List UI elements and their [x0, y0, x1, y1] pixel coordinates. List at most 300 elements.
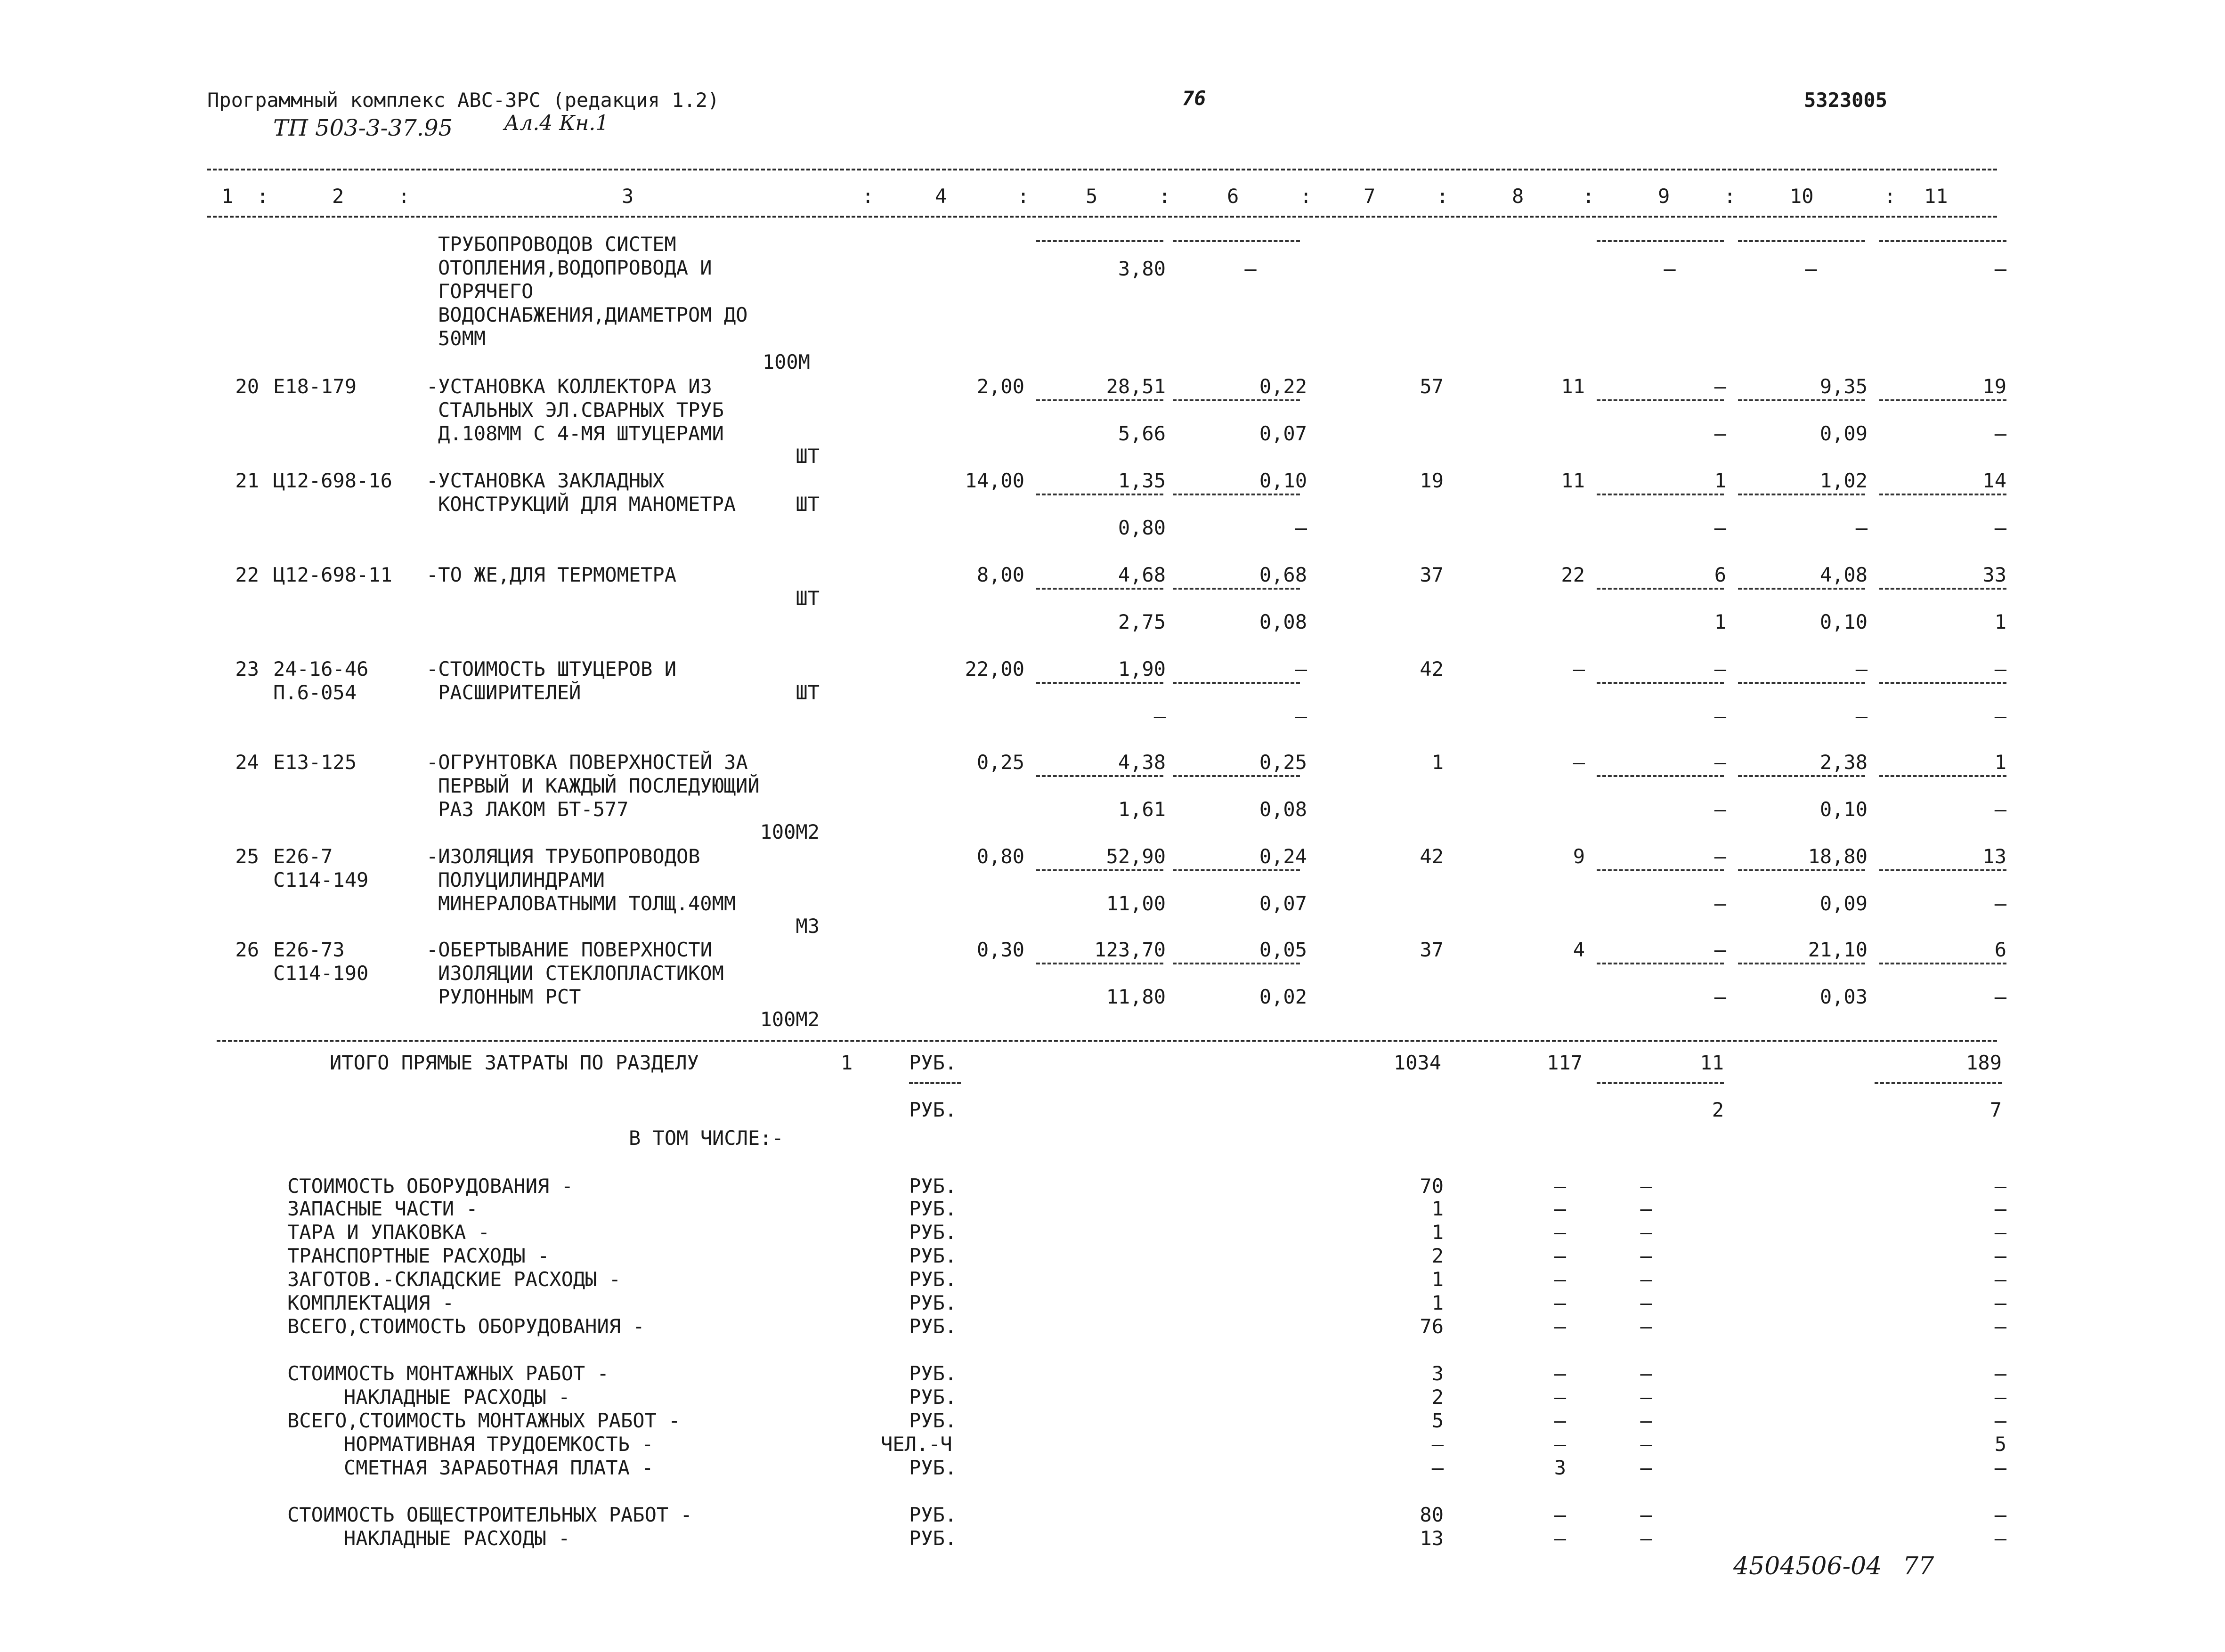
row-c11-secondary: – — [1994, 422, 2006, 445]
breakdown-col7: 13 — [1420, 1527, 1444, 1550]
breakdown-col11: – — [1994, 1503, 2006, 1526]
header-rule-top — [207, 169, 1997, 170]
row-col9-rule — [1597, 775, 1724, 777]
row-c5-value: 1,35 — [1118, 469, 1166, 492]
totals-unit-second: РУБ. — [909, 1098, 957, 1121]
breakdown-label: ТРАНСПОРТНЫЕ РАСХОДЫ - — [287, 1244, 550, 1267]
row-c6-value: – — [1295, 657, 1307, 680]
column-header-sep: : — [398, 185, 410, 208]
column-header-7: 7 — [1364, 185, 1376, 208]
breakdown-col7: – — [1431, 1456, 1444, 1479]
row-c5-secondary: 1,61 — [1118, 798, 1166, 821]
row-c10-secondary: 0,10 — [1819, 610, 1868, 633]
breakdown-col7: 1 — [1431, 1221, 1444, 1244]
row-col6-rule — [1173, 775, 1300, 777]
totals-unit-rule — [909, 1082, 961, 1084]
row-description-line: СТАЛЬНЫХ ЭЛ.СВАРНЫХ ТРУБ — [438, 398, 724, 421]
row-code: Е26-73 — [273, 938, 345, 961]
row-description-line: ПЕРВЫЙ И КАЖДЫЙ ПОСЛЕДУЮЩИЙ — [438, 774, 760, 797]
row-c5-secondary: 0,80 — [1118, 516, 1166, 539]
row-c9-secondary: – — [1714, 422, 1726, 445]
column-header-10: 10 — [1790, 185, 1814, 208]
breakdown-unit: РУБ. — [909, 1221, 957, 1244]
totals-col11-second: 7 — [1990, 1098, 2002, 1121]
column-header-11: 11 — [1924, 185, 1948, 208]
row-c11-value: 14 — [1982, 469, 2006, 492]
row-col10-rule — [1738, 682, 1865, 684]
row-c6-secondary: 0,08 — [1259, 798, 1307, 821]
row-c7-value: 42 — [1420, 845, 1444, 868]
row-col9-rule — [1597, 494, 1724, 495]
including-label: В ТОМ ЧИСЛЕ:- — [629, 1126, 784, 1150]
breakdown-unit: РУБ. — [909, 1315, 957, 1338]
breakdown-col7: 2 — [1431, 1385, 1444, 1409]
row-c7-value: 19 — [1420, 469, 1444, 492]
row-col10-rule — [1738, 399, 1865, 401]
row-c6-value: 0,22 — [1259, 375, 1307, 398]
row-unit: М3 — [796, 915, 820, 938]
row-c5-value: 1,90 — [1118, 657, 1166, 680]
breakdown-col7: – — [1431, 1433, 1444, 1456]
breakdown-col9: – — [1640, 1527, 1652, 1550]
row-c9-value: 6 — [1714, 563, 1726, 586]
row-col6-rule — [1173, 869, 1300, 871]
continuation-c10: – — [1805, 257, 1817, 280]
row-col10-rule — [1738, 494, 1865, 495]
row-col5-rule — [1036, 869, 1163, 871]
row-c10-secondary: – — [1855, 516, 1868, 539]
row-code: Ц12-698-16 — [273, 469, 392, 492]
breakdown-col8: – — [1554, 1433, 1566, 1456]
breakdown-col9: – — [1640, 1362, 1652, 1385]
row-c6-value: 0,25 — [1259, 751, 1307, 774]
row-c8-value: 4 — [1573, 938, 1585, 961]
row-col10-rule — [1738, 588, 1865, 590]
row-c6-secondary: 0,02 — [1259, 985, 1307, 1008]
row-col9-rule — [1597, 682, 1724, 684]
breakdown-col7: 5 — [1431, 1409, 1444, 1432]
row-description-line: МИНЕРАЛОВАТНЫМИ ТОЛЩ.40ММ — [438, 892, 736, 915]
breakdown-col11: – — [1994, 1291, 2006, 1314]
row-col11-rule — [1879, 682, 2006, 684]
totals-unit: РУБ. — [909, 1051, 957, 1074]
handwritten-album-ref: Ал.4 Кн.1 — [504, 111, 609, 135]
row-number: 21 — [235, 469, 259, 492]
breakdown-col11: – — [1994, 1268, 2006, 1291]
row-col11-rule — [1879, 963, 2006, 964]
row-col6-rule — [1173, 399, 1300, 401]
row-c7-value: 42 — [1420, 657, 1444, 680]
breakdown-col11: – — [1994, 1362, 2006, 1385]
row-c9-secondary: – — [1714, 798, 1726, 821]
breakdown-col7: 3 — [1431, 1362, 1444, 1385]
breakdown-col9: – — [1640, 1221, 1652, 1244]
breakdown-col9: – — [1640, 1291, 1652, 1314]
continuation-line: ГОРЯЧЕГО — [438, 280, 534, 303]
row-c10-value: 18,80 — [1808, 845, 1868, 868]
breakdown-label: СТОИМОСТЬ ОБОРУДОВАНИЯ - — [287, 1174, 573, 1198]
breakdown-col8: – — [1554, 1527, 1566, 1550]
row-unit: ШТ — [796, 493, 820, 516]
row-description-line: ПОЛУЦИЛИНДРАМИ — [438, 868, 605, 891]
row-c9-value: – — [1714, 938, 1726, 961]
row-col11-rule — [1879, 494, 2006, 495]
breakdown-col9: – — [1640, 1197, 1652, 1220]
totals-col11: 189 — [1966, 1051, 2002, 1074]
breakdown-col8: 3 — [1554, 1456, 1566, 1479]
row-c11-secondary: – — [1994, 798, 2006, 821]
breakdown-col8: – — [1554, 1409, 1566, 1432]
breakdown-col11: – — [1994, 1385, 2006, 1409]
totals-section-number: 1 — [841, 1051, 853, 1074]
continuation-col10-rule — [1738, 240, 1865, 242]
breakdown-unit: РУБ. — [909, 1503, 957, 1526]
row-number: 20 — [235, 375, 259, 398]
row-c11-value: 13 — [1982, 845, 2006, 868]
breakdown-col9: – — [1640, 1456, 1652, 1479]
row-c9-secondary: – — [1714, 892, 1726, 915]
row-code: Е26-7 — [273, 845, 333, 868]
breakdown-unit: РУБ. — [909, 1268, 957, 1291]
row-col5-rule — [1036, 399, 1163, 401]
breakdown-unit: РУБ. — [909, 1456, 957, 1479]
row-c10-value: 2,38 — [1819, 751, 1868, 774]
row-c5-secondary: – — [1153, 705, 1166, 728]
row-c10-secondary: 0,03 — [1819, 985, 1868, 1008]
row-c5-secondary: 2,75 — [1118, 610, 1166, 633]
continuation-c5: 3,80 — [1118, 257, 1166, 280]
row-code: 24-16-46 — [273, 657, 369, 680]
continuation-line: ТРУБОПРОВОДОВ СИСТЕМ — [438, 233, 676, 256]
column-header-sep: : — [1724, 185, 1736, 208]
breakdown-unit: РУБ. — [909, 1174, 957, 1198]
row-code: Е18-179 — [273, 375, 357, 398]
breakdown-col9: – — [1640, 1433, 1652, 1456]
row-c9-secondary: – — [1714, 516, 1726, 539]
continuation-col11-rule — [1879, 240, 2006, 242]
row-c5-value: 28,51 — [1106, 375, 1166, 398]
row-c8-value: 9 — [1573, 845, 1585, 868]
row-unit: ШТ — [796, 587, 820, 610]
breakdown-col9: – — [1640, 1268, 1652, 1291]
breakdown-col9: – — [1640, 1315, 1652, 1338]
breakdown-col9: – — [1640, 1385, 1652, 1409]
breakdown-col8: – — [1554, 1221, 1566, 1244]
row-quantity: 14,00 — [965, 469, 1024, 492]
breakdown-col8: – — [1554, 1197, 1566, 1220]
row-col11-rule — [1879, 869, 2006, 871]
totals-rule — [217, 1040, 1997, 1042]
row-c10-secondary: 0,10 — [1819, 798, 1868, 821]
totals-col7: 1034 — [1393, 1051, 1441, 1074]
row-c9-secondary: 1 — [1714, 610, 1726, 633]
breakdown-col9: – — [1640, 1503, 1652, 1526]
column-header-6: 6 — [1227, 185, 1239, 208]
breakdown-col9: – — [1640, 1244, 1652, 1267]
breakdown-label: КОМПЛЕКТАЦИЯ - — [287, 1291, 455, 1314]
continuation-col9-rule — [1597, 240, 1724, 242]
row-description-line: РАЗ ЛАКОМ БТ-577 — [438, 798, 629, 821]
row-col6-rule — [1173, 963, 1300, 964]
row-c7-value: 37 — [1420, 938, 1444, 961]
row-col9-rule — [1597, 869, 1724, 871]
continuation-unit: 100М — [762, 350, 810, 373]
row-code: Ц12-698-11 — [273, 563, 392, 586]
breakdown-col8: – — [1554, 1174, 1566, 1198]
row-unit: ШТ — [796, 681, 820, 704]
row-quantity: 0,30 — [976, 938, 1024, 961]
row-col9-rule — [1597, 399, 1724, 401]
row-col10-rule — [1738, 775, 1865, 777]
row-c8-value: – — [1573, 751, 1585, 774]
row-quantity: 0,80 — [976, 845, 1024, 868]
row-col9-rule — [1597, 963, 1724, 964]
row-c5-value: 4,38 — [1118, 751, 1166, 774]
row-code-secondary: С114-149 — [273, 868, 369, 891]
row-c6-value: 0,24 — [1259, 845, 1307, 868]
handwritten-footer-code: 4504506-04 — [1733, 1552, 1882, 1580]
column-header-3: 3 — [622, 185, 634, 208]
continuation-c9: – — [1664, 257, 1676, 280]
row-description-line: РУЛОННЫМ РСТ — [438, 985, 581, 1008]
row-code-secondary: С114-190 — [273, 962, 369, 985]
breakdown-col8: – — [1554, 1244, 1566, 1267]
row-code: Е13-125 — [273, 751, 357, 774]
row-col11-rule — [1879, 775, 2006, 777]
totals-col8: 117 — [1547, 1051, 1583, 1074]
row-c8-value: 11 — [1561, 469, 1585, 492]
row-description-line: КОНСТРУКЦИЙ ДЛЯ МАНОМЕТРА — [438, 493, 736, 516]
column-header-sep: : — [1300, 185, 1312, 208]
row-c10-value: 21,10 — [1808, 938, 1868, 961]
row-c9-secondary: – — [1714, 705, 1726, 728]
handwritten-footer-page: 77 — [1903, 1552, 1934, 1580]
breakdown-label: ЗАГОТОВ.-СКЛАДСКИЕ РАСХОДЫ - — [287, 1268, 621, 1291]
row-number: 25 — [235, 845, 259, 868]
continuation-c6: – — [1244, 257, 1257, 280]
breakdown-unit: РУБ. — [909, 1291, 957, 1314]
breakdown-col11: 5 — [1994, 1433, 2006, 1456]
breakdown-col8: – — [1554, 1268, 1566, 1291]
column-header-sep: : — [1017, 185, 1030, 208]
row-quantity: 0,25 — [976, 751, 1024, 774]
row-c10-secondary: – — [1855, 705, 1868, 728]
row-c11-value: 33 — [1982, 563, 2006, 586]
breakdown-col11: – — [1994, 1221, 2006, 1244]
row-c9-value: 1 — [1714, 469, 1726, 492]
handwritten-project-ref: ТП 503-3-37.95 — [273, 115, 453, 141]
breakdown-col7: 70 — [1420, 1174, 1444, 1198]
row-c5-secondary: 5,66 — [1118, 422, 1166, 445]
totals-label: ИТОГО ПРЯМЫЕ ЗАТРАТЫ ПО РАЗДЕЛУ — [330, 1051, 699, 1074]
row-c6-secondary: 0,07 — [1259, 422, 1307, 445]
breakdown-col7: 2 — [1431, 1244, 1444, 1267]
row-c11-value: 19 — [1982, 375, 2006, 398]
row-description-line: -УСТАНОВКА ЗАКЛАДНЫХ — [426, 469, 665, 492]
row-description-line: -ОБЕРТЫВАНИЕ ПОВЕРХНОСТИ — [426, 938, 712, 961]
column-header-8: 8 — [1512, 185, 1524, 208]
row-unit: 100М2 — [760, 820, 820, 843]
row-c5-secondary: 11,80 — [1106, 985, 1166, 1008]
column-header-4: 4 — [935, 185, 947, 208]
row-c6-value: 0,05 — [1259, 938, 1307, 961]
column-header-sep: : — [1884, 185, 1896, 208]
breakdown-col8: – — [1554, 1315, 1566, 1338]
row-c11-secondary: – — [1994, 985, 2006, 1008]
row-c8-value: 11 — [1561, 375, 1585, 398]
breakdown-col11: – — [1994, 1315, 2006, 1338]
continuation-col6-rule — [1173, 240, 1300, 242]
row-description-line: -ОГРУНТОВКА ПОВЕРХНОСТЕЙ ЗА — [426, 751, 748, 774]
row-number: 24 — [235, 751, 259, 774]
row-c6-value: 0,68 — [1259, 563, 1307, 586]
breakdown-label: НАКЛАДНЫЕ РАСХОДЫ - — [344, 1527, 570, 1550]
breakdown-unit: РУБ. — [909, 1385, 957, 1409]
row-number: 26 — [235, 938, 259, 961]
breakdown-col9: – — [1640, 1174, 1652, 1198]
row-col5-rule — [1036, 682, 1163, 684]
breakdown-unit: РУБ. — [909, 1409, 957, 1432]
row-code-secondary: П.6-054 — [273, 681, 357, 704]
breakdown-label: СТОИМОСТЬ МОНТАЖНЫХ РАБОТ - — [287, 1362, 609, 1385]
continuation-line: 50ММ — [438, 327, 486, 350]
row-c7-value: 57 — [1420, 375, 1444, 398]
row-c7-value: 37 — [1420, 563, 1444, 586]
row-c8-value: 22 — [1561, 563, 1585, 586]
document-code: 5323005 — [1804, 89, 1888, 112]
row-c9-value: – — [1714, 845, 1726, 868]
row-c9-value: – — [1714, 751, 1726, 774]
breakdown-col7: 76 — [1420, 1315, 1444, 1338]
program-title: Программный комплекс АВС-ЗРС (редакция 1.2) — [207, 89, 720, 112]
breakdown-unit: РУБ. — [909, 1362, 957, 1385]
breakdown-label: СМЕТНАЯ ЗАРАБОТНАЯ ПЛАТА - — [344, 1456, 654, 1479]
breakdown-col11: – — [1994, 1409, 2006, 1432]
breakdown-label: НОРМАТИВНАЯ ТРУДОЕМКОСТЬ - — [344, 1433, 654, 1456]
header-rule-bottom — [207, 216, 1997, 218]
column-header-sep: : — [862, 185, 874, 208]
row-c10-value: 1,02 — [1819, 469, 1868, 492]
row-c9-value: – — [1714, 657, 1726, 680]
row-c10-value: – — [1855, 657, 1868, 680]
breakdown-col11: – — [1994, 1456, 2006, 1479]
column-header-sep: : — [1159, 185, 1171, 208]
row-col5-rule — [1036, 963, 1163, 964]
breakdown-col11: – — [1994, 1197, 2006, 1220]
continuation-c11: – — [1994, 257, 2006, 280]
row-quantity: 8,00 — [976, 563, 1024, 586]
breakdown-col9: – — [1640, 1409, 1652, 1432]
breakdown-unit: РУБ. — [909, 1244, 957, 1267]
row-col5-rule — [1036, 588, 1163, 590]
page-number: 76 — [1182, 87, 1206, 110]
row-col11-rule — [1879, 588, 2006, 590]
column-header-2: 2 — [332, 185, 344, 208]
row-col6-rule — [1173, 494, 1300, 495]
row-c10-secondary: 0,09 — [1819, 422, 1868, 445]
row-col9-rule — [1597, 588, 1724, 590]
row-c6-secondary: – — [1295, 516, 1307, 539]
breakdown-label: ВСЕГО,СТОИМОСТЬ ОБОРУДОВАНИЯ - — [287, 1315, 645, 1338]
breakdown-label: ВСЕГО,СТОИМОСТЬ МОНТАЖНЫХ РАБОТ - — [287, 1409, 681, 1432]
row-quantity: 22,00 — [965, 657, 1024, 680]
continuation-line: ВОДОСНАБЖЕНИЯ,ДИАМЕТРОМ ДО — [438, 303, 748, 326]
column-header-5: 5 — [1086, 185, 1098, 208]
column-header-sep: : — [1437, 185, 1449, 208]
breakdown-unit: ЧЕЛ.-Ч — [881, 1433, 952, 1456]
totals-col9-rule — [1597, 1082, 1724, 1084]
breakdown-unit: РУБ. — [909, 1527, 957, 1550]
breakdown-label: ТАРА И УПАКОВКА - — [287, 1221, 490, 1244]
breakdown-label: НАКЛАДНЫЕ РАСХОДЫ - — [344, 1385, 570, 1409]
row-description-line: -ИЗОЛЯЦИЯ ТРУБОПРОВОДОВ — [426, 845, 700, 868]
row-description-line: ИЗОЛЯЦИИ СТЕКЛОПЛАСТИКОМ — [438, 962, 724, 985]
breakdown-col11: – — [1994, 1527, 2006, 1550]
row-c6-secondary: 0,07 — [1259, 892, 1307, 915]
breakdown-col8: – — [1554, 1362, 1566, 1385]
row-col10-rule — [1738, 869, 1865, 871]
breakdown-col7: 1 — [1431, 1197, 1444, 1220]
breakdown-col8: – — [1554, 1503, 1566, 1526]
breakdown-label: СТОИМОСТЬ ОБЩЕСТРОИТЕЛЬНЫХ РАБОТ - — [287, 1503, 692, 1526]
row-col6-rule — [1173, 588, 1300, 590]
column-header-sep: : — [1583, 185, 1595, 208]
row-c11-value: 1 — [1994, 751, 2006, 774]
row-description-line: -УСТАНОВКА КОЛЛЕКТОРА ИЗ — [426, 375, 712, 398]
row-col5-rule — [1036, 494, 1163, 495]
breakdown-col8: – — [1554, 1291, 1566, 1314]
row-number: 23 — [235, 657, 259, 680]
totals-col9-second: 2 — [1712, 1098, 1724, 1121]
totals-col9: 11 — [1700, 1051, 1724, 1074]
row-description-line: Д.108ММ С 4-МЯ ШТУЦЕРАМИ — [438, 422, 724, 445]
row-unit: ШТ — [796, 445, 820, 468]
row-c5-value: 52,90 — [1106, 845, 1166, 868]
row-c11-secondary: – — [1994, 892, 2006, 915]
row-description-line: РАСШИРИТЕЛЕЙ — [438, 681, 581, 704]
breakdown-col8: – — [1554, 1385, 1566, 1409]
row-c5-value: 4,68 — [1118, 563, 1166, 586]
row-col6-rule — [1173, 682, 1300, 684]
breakdown-col11: – — [1994, 1244, 2006, 1267]
row-c6-secondary: 0,08 — [1259, 610, 1307, 633]
row-c9-secondary: – — [1714, 985, 1726, 1008]
breakdown-unit: РУБ. — [909, 1197, 957, 1220]
column-header-sep: : — [257, 185, 269, 208]
row-c11-value: 6 — [1994, 938, 2006, 961]
row-c11-secondary: – — [1994, 705, 2006, 728]
row-c9-value: – — [1714, 375, 1726, 398]
row-c7-value: 1 — [1431, 751, 1444, 774]
breakdown-col7: 1 — [1431, 1268, 1444, 1291]
breakdown-col7: 80 — [1420, 1503, 1444, 1526]
row-c10-value: 9,35 — [1819, 375, 1868, 398]
breakdown-col7: 1 — [1431, 1291, 1444, 1314]
row-col11-rule — [1879, 399, 2006, 401]
column-header-1: 1 — [221, 185, 234, 208]
totals-col11-rule — [1875, 1082, 2002, 1084]
row-c11-secondary: – — [1994, 516, 2006, 539]
breakdown-col11: – — [1994, 1174, 2006, 1198]
row-c10-value: 4,08 — [1819, 563, 1868, 586]
row-unit: 100М2 — [760, 1008, 820, 1031]
row-c10-secondary: 0,09 — [1819, 892, 1868, 915]
row-description-line: -ТО ЖЕ,ДЛЯ ТЕРМОМЕТРА — [426, 563, 677, 586]
row-number: 22 — [235, 563, 259, 586]
row-c11-secondary: 1 — [1994, 610, 2006, 633]
breakdown-label: ЗАПАСНЫЕ ЧАСТИ - — [287, 1197, 478, 1220]
row-c5-secondary: 11,00 — [1106, 892, 1166, 915]
